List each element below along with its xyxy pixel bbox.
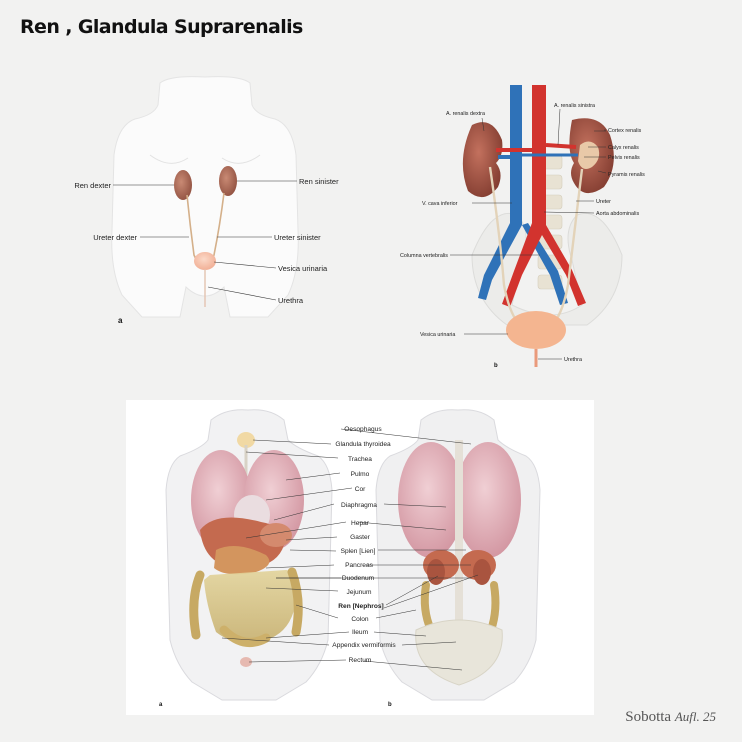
figure-urinary-system-front <box>0 55 370 345</box>
label-ren-dexter: Ren dexter <box>74 181 111 190</box>
figure-a-illustration <box>0 55 370 345</box>
figure-b-letter: b <box>494 363 498 369</box>
label-pancreas: Pancreas <box>345 562 373 569</box>
label-oesophagus: Oesophagus <box>344 426 382 433</box>
figure-a-letter: a <box>118 316 123 325</box>
label-rectum: Rectum <box>348 657 372 664</box>
label-gaster: Gaster <box>350 534 370 541</box>
publisher-brand <box>625 709 716 726</box>
label-a-renalis-dextra: A. renalis dextra <box>446 111 485 117</box>
label-duodenum: Duodenum <box>341 575 375 582</box>
label-pyramis-renalis: Pyramis renalis <box>608 172 645 178</box>
figure-organs-letter-b: b <box>388 702 392 708</box>
kidney-left <box>219 166 237 196</box>
label-aorta-abdominalis: Aorta abdominalis <box>596 211 640 217</box>
label-columna-vertebralis: Columna vertebralis <box>400 253 448 259</box>
label-vesica-urinaria: Vesica urinaria <box>278 264 328 273</box>
body-front <box>166 410 332 700</box>
figure-renal-vessels <box>372 55 742 375</box>
brand-name: Sobotta <box>625 709 672 725</box>
label-colon: Colon <box>351 616 369 623</box>
label-calyx-renalis: Calyx renalis <box>608 145 639 151</box>
label-hepar: Hepar <box>351 520 369 527</box>
figure-organs-illustration <box>126 400 594 715</box>
label-v-cava-inferior: V. cava inferior <box>422 201 458 207</box>
label-glandula-thyroidea: Glandula thyroidea <box>335 441 391 448</box>
label-cor: Cor <box>354 486 366 493</box>
figure-organs-letter-a: a <box>159 702 163 708</box>
label-ileum: Ileum <box>351 629 369 636</box>
label-ureter-dexter: Ureter dexter <box>93 233 137 242</box>
figure-b-illustration <box>372 55 742 375</box>
label-ren-nephros: Ren [Nephros] <box>338 603 384 610</box>
label-splen: Splen [Lien] <box>340 548 376 555</box>
label-cortex-renalis: Cortex renalis <box>608 128 642 134</box>
label-trachea: Trachea <box>348 456 372 463</box>
label-a-renalis-sinistra: A. renalis sinistra <box>554 103 596 109</box>
label-pelvis-renalis: Pelvis renalis <box>608 155 640 161</box>
brand-edition: Aufl. 25 <box>674 709 716 724</box>
kidney-right <box>174 170 192 200</box>
bladder <box>194 252 216 270</box>
label-ureter-sinister: Ureter sinister <box>274 233 321 242</box>
body-back <box>376 410 540 700</box>
label-diaphragma: Diaphragma <box>341 502 377 509</box>
label-urethra: Urethra <box>564 357 582 363</box>
label-jejunum: Jejunum <box>346 589 372 596</box>
label-urethra: Urethra <box>278 296 304 305</box>
label-ureter: Ureter <box>596 199 611 205</box>
page-title: Ren , Glandula Suprarenalis <box>20 16 303 38</box>
kidney-right <box>463 122 503 197</box>
label-appendix-vermiformis: Appendix vermiformis <box>332 642 396 649</box>
label-ren-sinister: Ren sinister <box>299 177 339 186</box>
figure-organs-overview <box>126 400 594 715</box>
bladder <box>506 311 566 349</box>
label-vesica-urinaria: Vesica urinaria <box>420 332 456 338</box>
label-pulmo: Pulmo <box>350 471 370 478</box>
